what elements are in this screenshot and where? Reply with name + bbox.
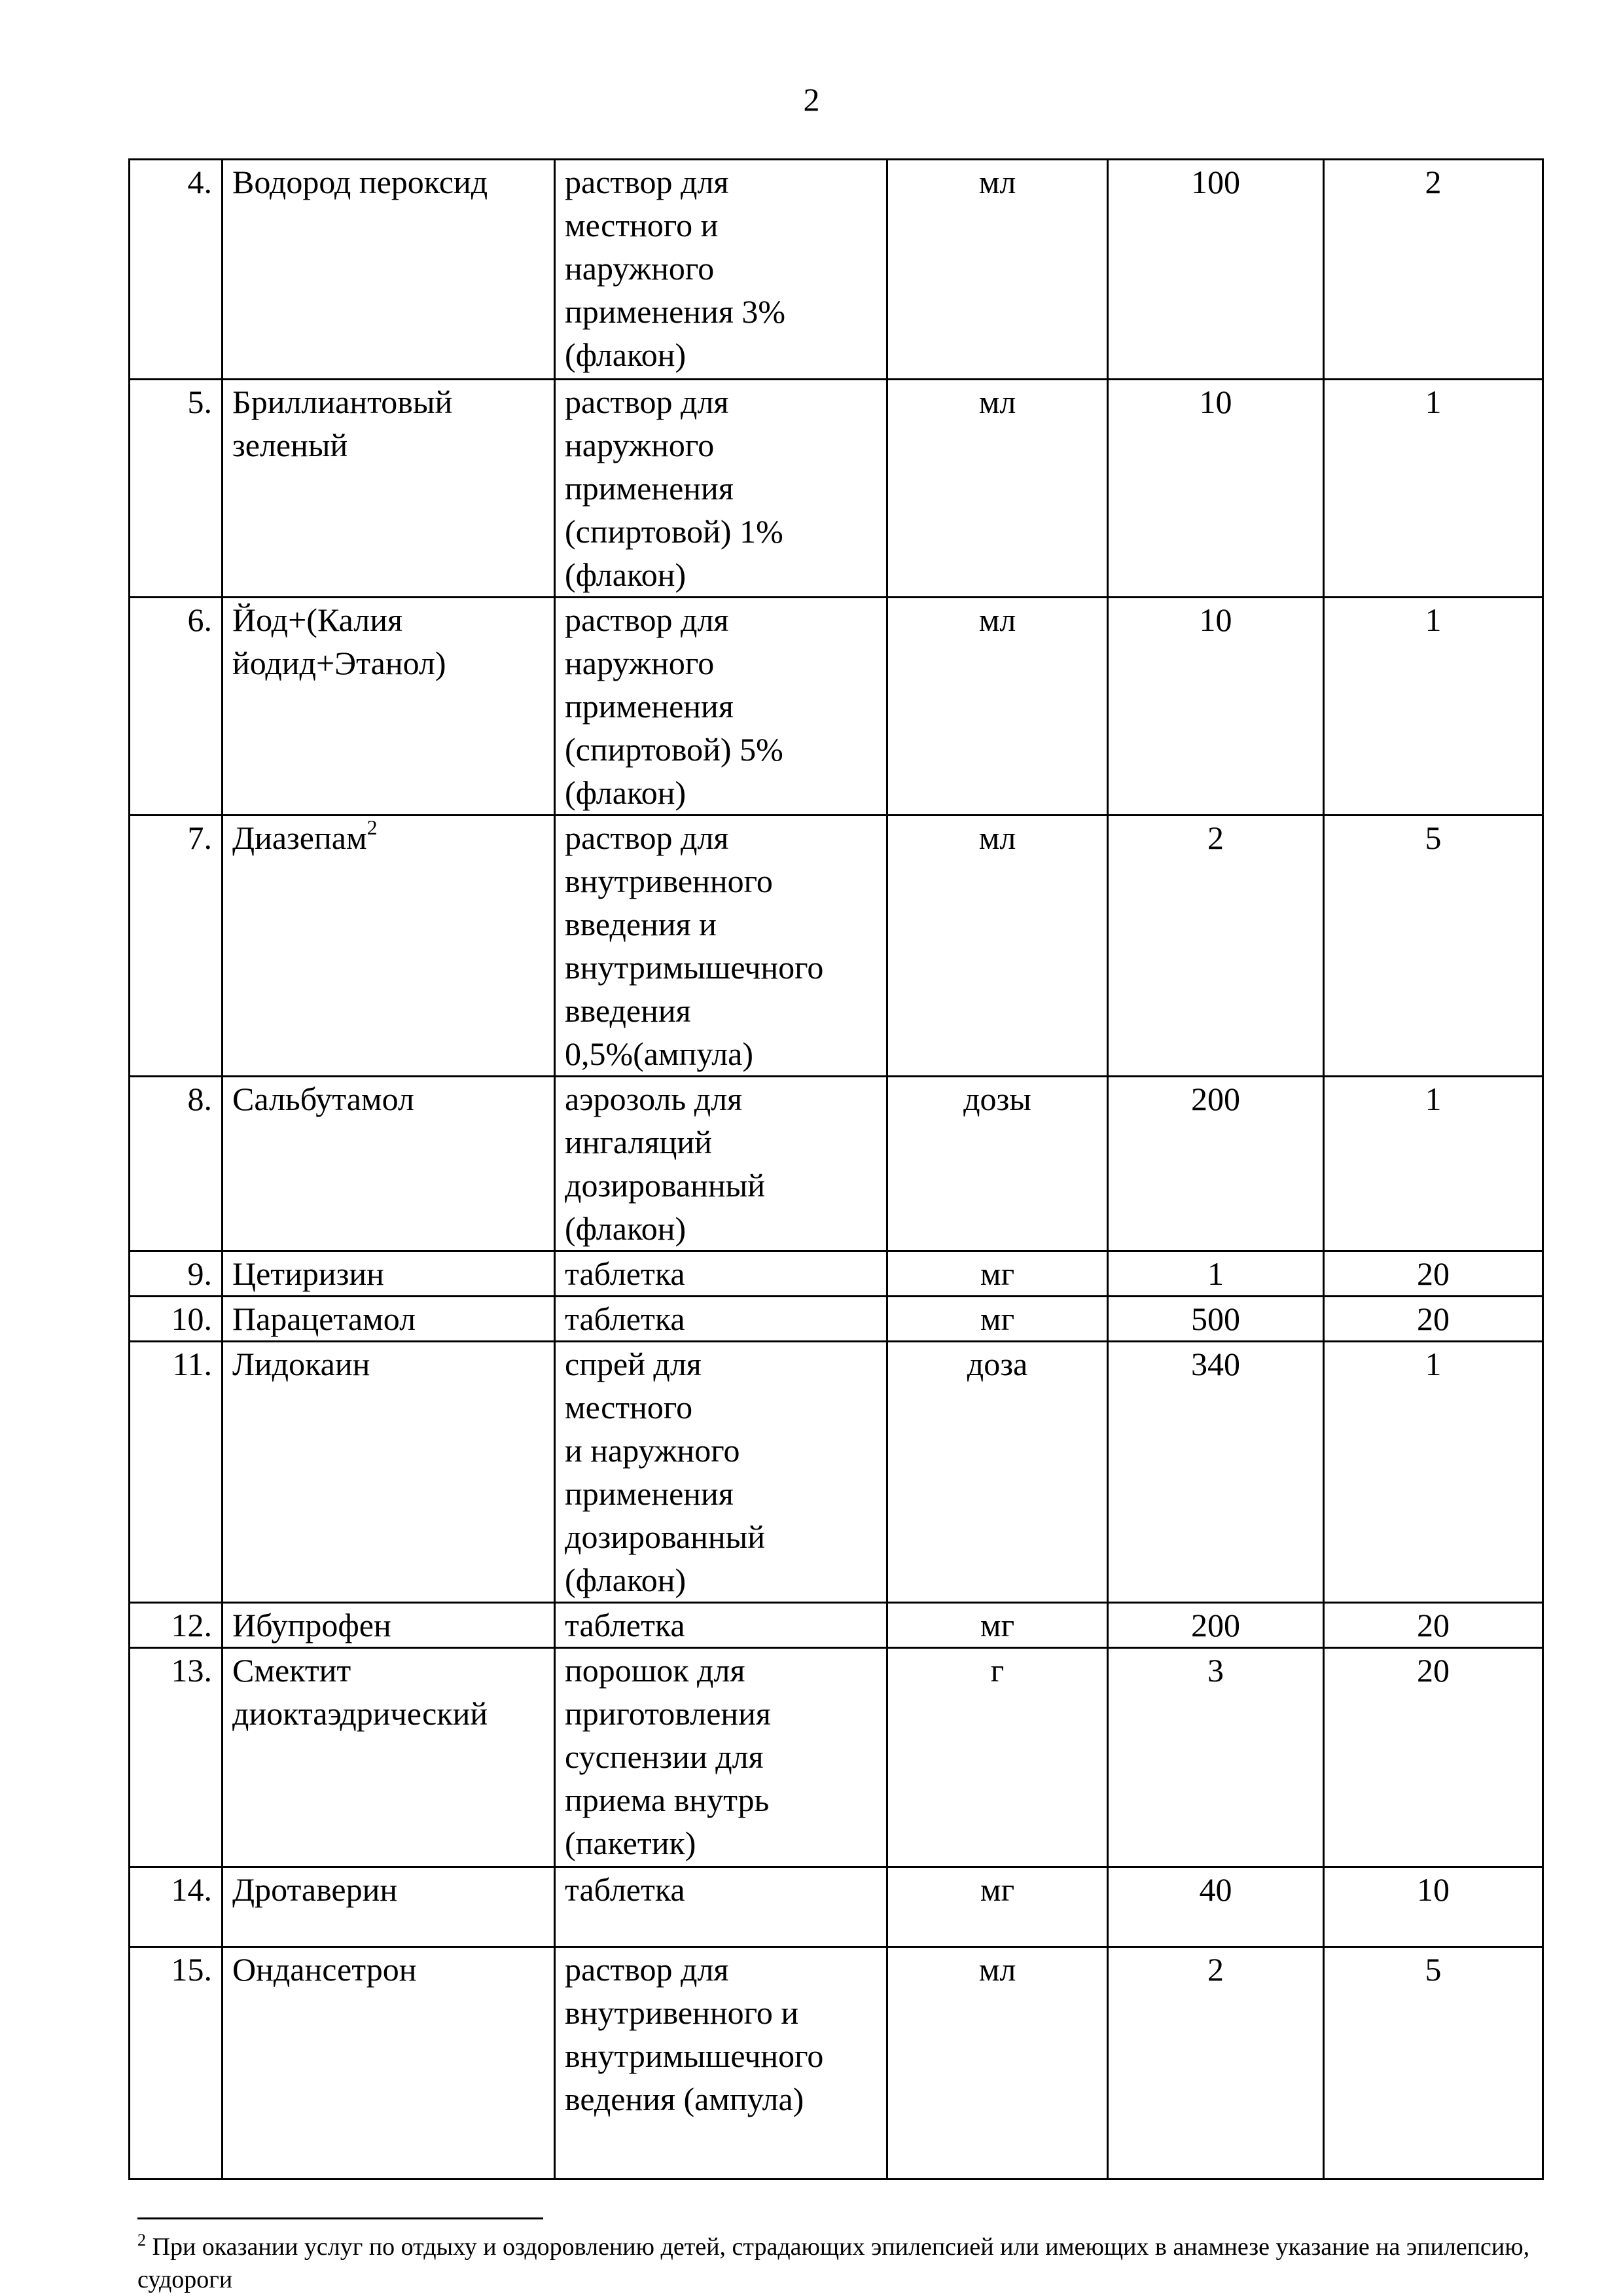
- table-row: [130, 1077, 1543, 1251]
- drug-name: [223, 380, 555, 598]
- unit: мл: [887, 380, 1108, 598]
- row-number: 9.: [130, 1251, 223, 1297]
- row-number: 5.: [130, 380, 223, 598]
- table-row: [130, 1603, 1543, 1648]
- quantity: 10: [1108, 380, 1324, 598]
- count: 1: [1324, 380, 1543, 598]
- table-row: [130, 1648, 1543, 1867]
- unit: мл: [887, 160, 1108, 380]
- count: 5: [1324, 1947, 1543, 2179]
- table-row: [130, 1251, 1543, 1297]
- quantity: 2: [1108, 1947, 1324, 2179]
- unit: доза: [887, 1342, 1108, 1603]
- footnote-number: 2: [137, 2231, 146, 2250]
- footnote: [137, 2231, 1544, 2296]
- dosage-form-text: таблетка: [565, 1607, 685, 1643]
- dosage-form-text: спрей для местного и наружного применения дозированный (флакон): [565, 1346, 765, 1598]
- count: 5: [1324, 816, 1543, 1077]
- quantity: 100: [1108, 160, 1324, 380]
- dosage-form: [555, 1947, 887, 2179]
- drug-name: [223, 1603, 555, 1648]
- drug-name-text: Лидокаин: [232, 1346, 370, 1382]
- dosage-form: [555, 1251, 887, 1297]
- row-number: 4.: [130, 160, 223, 380]
- drug-name-text: Водород пероксид: [232, 164, 488, 200]
- dosage-form-text: раствор для местного и наружного применения 3% (флакон): [565, 164, 785, 373]
- dosage-form: [555, 1297, 887, 1342]
- unit: г: [887, 1648, 1108, 1867]
- drug-name: [223, 1297, 555, 1342]
- footnote-marker: 2: [366, 816, 378, 839]
- quantity: 500: [1108, 1297, 1324, 1342]
- dosage-form-text: раствор для внутривенного и внутримышечного ведения (ампула): [565, 1951, 824, 2117]
- dosage-form-text: аэрозоль для ингаляций дозированный (флакон): [565, 1081, 765, 1247]
- drug-name: [223, 816, 555, 1077]
- count: 10: [1324, 1867, 1543, 1947]
- dosage-form-text: таблетка: [565, 1255, 685, 1292]
- unit: мг: [887, 1867, 1108, 1947]
- dosage-form: [555, 380, 887, 598]
- unit: мг: [887, 1251, 1108, 1297]
- dosage-form: [555, 1342, 887, 1603]
- dosage-form: [555, 598, 887, 816]
- drug-name-text: Ондансетрон: [232, 1951, 417, 1988]
- quantity: 200: [1108, 1077, 1324, 1251]
- drug-name-text: Бриллиантовый зеленый: [232, 384, 453, 463]
- row-number: 8.: [130, 1077, 223, 1251]
- dosage-form: [555, 1603, 887, 1648]
- unit: дозы: [887, 1077, 1108, 1251]
- count: 20: [1324, 1648, 1543, 1867]
- row-number: 10.: [130, 1297, 223, 1342]
- count: 20: [1324, 1297, 1543, 1342]
- drug-name: [223, 1077, 555, 1251]
- table-row: [130, 380, 1543, 598]
- drug-name: [223, 1867, 555, 1947]
- dosage-form-text: раствор для наружного применения (спиртовой) 1% (флакон): [565, 384, 783, 593]
- drug-name-text: Ибупрофен: [232, 1607, 391, 1643]
- dosage-form-text: таблетка: [565, 1871, 685, 1908]
- footnote-divider: [137, 2217, 543, 2219]
- table-row: [130, 1297, 1543, 1342]
- quantity: 2: [1108, 816, 1324, 1077]
- medications-table: [128, 158, 1544, 2180]
- table-row: [130, 598, 1543, 816]
- drug-name-text: Смектит диоктаэдрический: [232, 1652, 488, 1732]
- dosage-form: [555, 1867, 887, 1947]
- count: 2: [1324, 160, 1543, 380]
- quantity: 200: [1108, 1603, 1324, 1648]
- quantity: 340: [1108, 1342, 1324, 1603]
- quantity: 3: [1108, 1648, 1324, 1867]
- footnote-text: При оказании услуг по отдыху и оздоровлению детей, страдающих эпилепсией или имеющих в анамнезе указание на эпилепсию, судороги: [137, 2233, 1530, 2293]
- drug-name: [223, 1947, 555, 2179]
- count: 20: [1324, 1603, 1543, 1648]
- drug-name-text: Парацетамол: [232, 1300, 416, 1337]
- drug-name-text: Сальбутамол: [232, 1081, 414, 1117]
- page-number: 2: [803, 81, 820, 118]
- dosage-form: [555, 816, 887, 1077]
- row-number: 13.: [130, 1648, 223, 1867]
- drug-name: [223, 160, 555, 380]
- row-number: 11.: [130, 1342, 223, 1603]
- drug-name-text: Дротаверин: [232, 1871, 398, 1908]
- row-number: 7.: [130, 816, 223, 1077]
- quantity: 1: [1108, 1251, 1324, 1297]
- count: 1: [1324, 1342, 1543, 1603]
- quantity: 40: [1108, 1867, 1324, 1947]
- drug-name: [223, 1648, 555, 1867]
- drug-name: [223, 1342, 555, 1603]
- drug-name-text: Цетиризин: [232, 1255, 384, 1292]
- drug-name: [223, 1251, 555, 1297]
- dosage-form-text: порошок для приготовления суспензии для приема внутрь (пакетик): [565, 1652, 771, 1861]
- unit: мл: [887, 816, 1108, 1077]
- row-number: 14.: [130, 1867, 223, 1947]
- dosage-form-text: таблетка: [565, 1300, 685, 1337]
- unit: мг: [887, 1603, 1108, 1648]
- dosage-form-text: раствор для внутривенного введения и внутримышечного введения 0,5%(ампула): [565, 819, 824, 1072]
- drug-name-text: Диазепам: [232, 819, 367, 856]
- dosage-form: [555, 160, 887, 380]
- table-row: [130, 160, 1543, 380]
- quantity: 10: [1108, 598, 1324, 816]
- count: 1: [1324, 598, 1543, 816]
- table-row: [130, 1867, 1543, 1947]
- unit: мл: [887, 598, 1108, 816]
- dosage-form-text: раствор для наружного применения (спиртовой) 5% (флакон): [565, 601, 783, 811]
- row-number: 15.: [130, 1947, 223, 2179]
- table-row: [130, 816, 1543, 1077]
- table-row: [130, 1947, 1543, 2179]
- dosage-form: [555, 1648, 887, 1867]
- drug-name-text: Йод+(Калия йодид+Этанол): [232, 601, 446, 681]
- table-row: [130, 1342, 1543, 1603]
- row-number: 6.: [130, 598, 223, 816]
- unit: мг: [887, 1297, 1108, 1342]
- unit: мл: [887, 1947, 1108, 2179]
- count: 20: [1324, 1251, 1543, 1297]
- drug-name: [223, 598, 555, 816]
- dosage-form: [555, 1077, 887, 1251]
- row-number: 12.: [130, 1603, 223, 1648]
- count: 1: [1324, 1077, 1543, 1251]
